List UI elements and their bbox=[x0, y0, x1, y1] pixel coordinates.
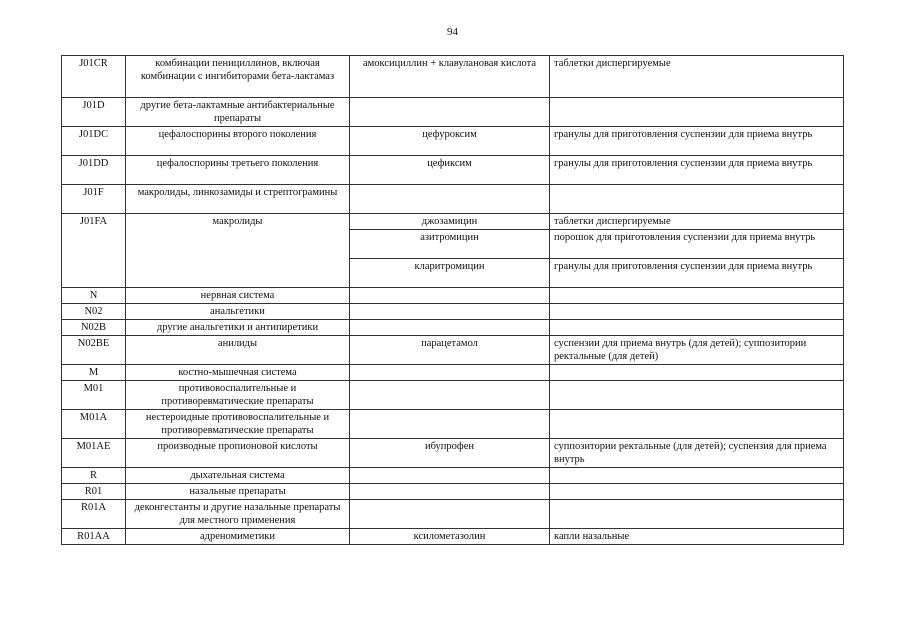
form-cell bbox=[550, 484, 844, 500]
table-row bbox=[62, 336, 844, 365]
group-cell: макролиды bbox=[126, 214, 350, 288]
drug-cell: парацетамол bbox=[350, 336, 550, 365]
drug-table bbox=[61, 55, 844, 545]
group-cell: дыхательная система bbox=[126, 468, 350, 484]
drug-cell: цефиксим bbox=[350, 156, 550, 185]
form-cell bbox=[550, 98, 844, 127]
form-cell bbox=[550, 288, 844, 304]
table-row bbox=[62, 320, 844, 336]
table-row bbox=[62, 410, 844, 439]
drug-cell bbox=[350, 381, 550, 410]
group-cell: производные пропионовой кислоты bbox=[126, 439, 350, 468]
table-row bbox=[62, 468, 844, 484]
table-row bbox=[62, 156, 844, 185]
atc-code-cell: R01A bbox=[62, 500, 126, 529]
table-row bbox=[62, 484, 844, 500]
form-cell bbox=[550, 304, 844, 320]
table-row bbox=[62, 127, 844, 156]
page-number: 94 bbox=[447, 26, 458, 38]
atc-code-cell: J01CR bbox=[62, 56, 126, 98]
atc-code-cell: N02BE bbox=[62, 336, 126, 365]
table-row bbox=[62, 381, 844, 410]
table-row bbox=[62, 56, 844, 98]
form-cell: порошок для приготовления суспензии для приема внутрь bbox=[550, 230, 844, 259]
atc-code-cell: M01A bbox=[62, 410, 126, 439]
form-cell: суспензии для приема внутрь (для детей); суппозитории ректальные (для детей) bbox=[550, 336, 844, 365]
group-cell: цефалоспорины второго поколения bbox=[126, 127, 350, 156]
form-cell: гранулы для приготовления суспензии для приема внутрь bbox=[550, 127, 844, 156]
atc-code-cell: N02B bbox=[62, 320, 126, 336]
table-row bbox=[62, 304, 844, 320]
drug-cell bbox=[350, 98, 550, 127]
table-row bbox=[62, 288, 844, 304]
group-cell: деконгестанты и другие назальные препараты для местного применения bbox=[126, 500, 350, 529]
drug-cell: джозамицин bbox=[350, 214, 550, 230]
group-cell: нервная система bbox=[126, 288, 350, 304]
form-cell bbox=[550, 185, 844, 214]
table-row bbox=[62, 500, 844, 529]
drug-cell: цефуроксим bbox=[350, 127, 550, 156]
group-cell: противовоспалительные и противоревматические препараты bbox=[126, 381, 350, 410]
group-cell: адреномиметики bbox=[126, 529, 350, 545]
atc-code-cell: R bbox=[62, 468, 126, 484]
group-cell: комбинации пенициллинов, включая комбинации с ингибиторами бета-лактамаз bbox=[126, 56, 350, 98]
group-cell: макролиды, линкозамиды и стрептограмины bbox=[126, 185, 350, 214]
drug-cell bbox=[350, 185, 550, 214]
table-row bbox=[62, 439, 844, 468]
form-cell bbox=[550, 410, 844, 439]
atc-code-cell: M bbox=[62, 365, 126, 381]
form-cell bbox=[550, 468, 844, 484]
atc-code-cell: R01 bbox=[62, 484, 126, 500]
form-cell: капли назальные bbox=[550, 529, 844, 545]
group-cell: другие анальгетики и антипиретики bbox=[126, 320, 350, 336]
group-cell: цефалоспорины третьего поколения bbox=[126, 156, 350, 185]
group-cell: анальгетики bbox=[126, 304, 350, 320]
form-cell: таблетки диспергируемые bbox=[550, 56, 844, 98]
drug-cell: кларитромицин bbox=[350, 259, 550, 288]
table-row bbox=[62, 214, 844, 230]
drug-cell: ибупрофен bbox=[350, 439, 550, 468]
group-cell: нестероидные противовоспалительные и противоревматические препараты bbox=[126, 410, 350, 439]
table-row bbox=[62, 365, 844, 381]
form-cell: гранулы для приготовления суспензии для приема внутрь bbox=[550, 259, 844, 288]
form-cell: суппозитории ректальные (для детей); суспензия для приема внутрь bbox=[550, 439, 844, 468]
form-cell bbox=[550, 381, 844, 410]
atc-code-cell: N bbox=[62, 288, 126, 304]
atc-code-cell: J01DD bbox=[62, 156, 126, 185]
atc-code-cell: M01 bbox=[62, 381, 126, 410]
table-row bbox=[62, 98, 844, 127]
drug-cell bbox=[350, 500, 550, 529]
drug-cell: амоксициллин + клавулановая кислота bbox=[350, 56, 550, 98]
atc-code-cell: J01D bbox=[62, 98, 126, 127]
form-cell bbox=[550, 500, 844, 529]
group-cell: назальные препараты bbox=[126, 484, 350, 500]
group-cell: анилиды bbox=[126, 336, 350, 365]
form-cell: таблетки диспергируемые bbox=[550, 214, 844, 230]
atc-code-cell: J01F bbox=[62, 185, 126, 214]
atc-code-cell: R01AA bbox=[62, 529, 126, 545]
form-cell bbox=[550, 320, 844, 336]
drug-cell bbox=[350, 484, 550, 500]
group-cell: другие бета-лактамные антибактериальные препараты bbox=[126, 98, 350, 127]
drug-cell: азитромицин bbox=[350, 230, 550, 259]
drug-cell bbox=[350, 410, 550, 439]
table-body bbox=[62, 56, 844, 545]
drug-cell bbox=[350, 365, 550, 381]
group-cell: костно-мышечная система bbox=[126, 365, 350, 381]
form-cell: гранулы для приготовления суспензии для приема внутрь bbox=[550, 156, 844, 185]
atc-code-cell: J01DC bbox=[62, 127, 126, 156]
drug-cell bbox=[350, 288, 550, 304]
table-row bbox=[62, 529, 844, 545]
drug-cell bbox=[350, 320, 550, 336]
drug-cell bbox=[350, 468, 550, 484]
drug-cell: ксилометазолин bbox=[350, 529, 550, 545]
atc-code-cell: M01AE bbox=[62, 439, 126, 468]
drug-cell bbox=[350, 304, 550, 320]
table-row bbox=[62, 185, 844, 214]
form-cell bbox=[550, 365, 844, 381]
atc-code-cell: N02 bbox=[62, 304, 126, 320]
atc-code-cell: J01FA bbox=[62, 214, 126, 288]
